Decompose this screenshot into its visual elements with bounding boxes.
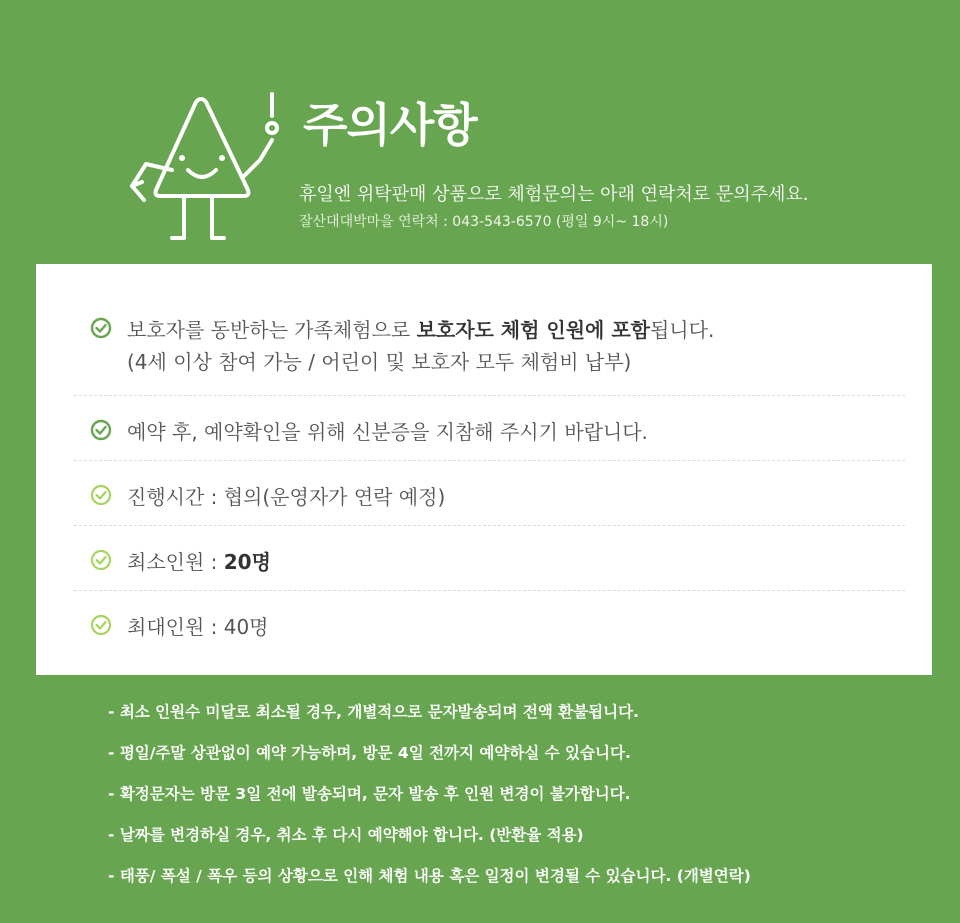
item-text: 진행시간 : 협의(운영자가 연락 예정) <box>127 485 446 509</box>
check-circle-icon <box>90 549 112 571</box>
notes-list <box>108 702 751 907</box>
mascot-illustration <box>126 88 286 244</box>
page-title: 주의사항 <box>303 98 477 152</box>
note-item: - 날짜를 변경하실 경우, 취소 후 다시 예약해야 합니다. (반환율 적용) <box>108 826 584 844</box>
item-emphasis: 20명 <box>223 550 271 574</box>
check-circle-icon <box>90 317 112 339</box>
item-text: 최대인원 : 40명 <box>127 615 269 639</box>
list-item <box>74 591 905 655</box>
item-emphasis: 보호자도 체험 인원에 포함 <box>416 318 650 342</box>
list-item <box>74 461 905 526</box>
check-circle-icon <box>90 614 112 636</box>
note-item: - 최소 인원수 미달로 최소될 경우, 개별적으로 문자발송되며 전액 환불됩니다. <box>108 703 639 721</box>
note-item: - 확정문자는 방문 3일 전에 발송되며, 문자 발송 후 인원 변경이 불가합니다. <box>108 785 631 803</box>
info-list <box>74 294 905 655</box>
item-text: 보호자를 동반하는 가족체험으로 보호자도 체험 인원에 포함됩니다. <box>127 318 715 342</box>
check-circle-icon <box>90 484 112 506</box>
check-circle-icon <box>90 419 112 441</box>
note-item: - 태풍/ 폭설 / 폭우 등의 상황으로 인해 체험 내용 혹은 일정이 변경될 수 있습니다. (개별연락) <box>108 867 751 885</box>
inquiry-notice: 휴일엔 위탁판매 상품으로 체험문의는 아래 연락처로 문의주세요. <box>299 184 809 205</box>
item-text: 최소인원 : 20명 <box>127 550 271 574</box>
list-item <box>74 396 905 461</box>
item-subtext: (4세 이상 참여 가능 / 어린이 및 보호자 모두 체험비 납부) <box>127 350 632 374</box>
info-card <box>36 264 932 675</box>
list-item <box>74 294 905 396</box>
note-item: - 평일/주말 상관없이 예약 가능하며, 방문 4일 전까지 예약하실 수 있습니다. <box>108 744 631 762</box>
item-text: 예약 후, 예약확인을 위해 신분증을 지참해 주시기 바랍니다. <box>127 420 648 444</box>
contact-info: 잘산대대박마을 연락처 : 043-543-6570 (평일 9시~ 18시) <box>299 214 669 230</box>
list-item <box>74 526 905 591</box>
